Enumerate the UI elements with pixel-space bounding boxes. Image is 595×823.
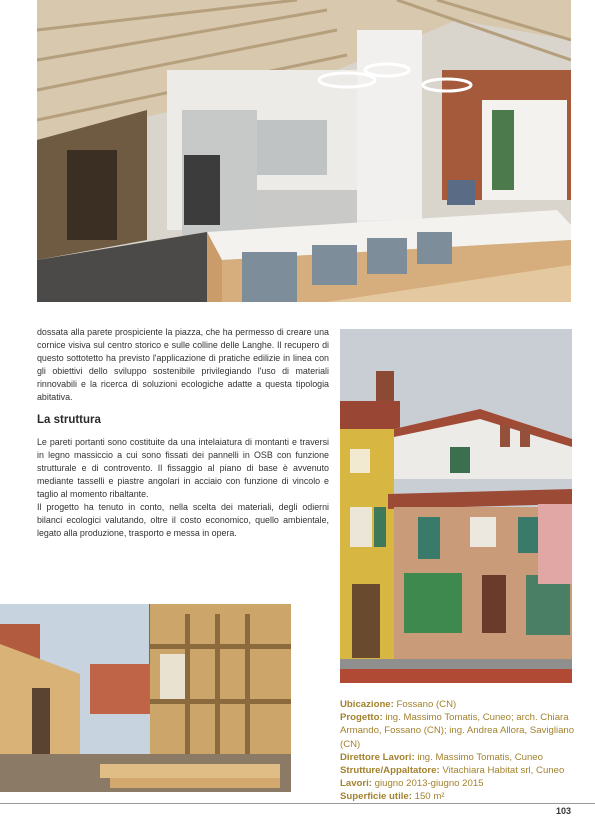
credit-area: Superficie utile: 150 m² — [340, 791, 445, 803]
building-facade-photo — [340, 329, 572, 683]
structure-paragraph-2: Il progetto ha tenuto in conto, nella scelta dei materiali, degli odierni bilanci ecologici valutando, oltre il costo economico, quello ambientale, legato alla produzione, trasporto e messa in opera. — [37, 502, 329, 538]
credit-location: Ubicazione: Fossano (CN) — [340, 699, 457, 710]
credit-site-director: Direttore Lavori: ing. Massimo Tomatis, Cuneo — [340, 751, 543, 763]
section-title: La struttura — [37, 414, 101, 426]
timber-frame-construction-photo — [0, 604, 291, 792]
page-number: 103 — [556, 806, 572, 816]
intro-paragraph-block — [37, 326, 329, 404]
structure-paragraph-1: Le pareti portanti sono costituite da una intelaiatura di montanti e traversi in legno massiccio a cui sono fissati dei pannelli in OSB con funzione strutturale e di controvento. Il fissaggio al piano di base è avvenuto mediante tasselli e piastre angolari in acciaio con funzione di vincolo e taglio al momento ribaltante. — [37, 437, 329, 499]
project-credits — [340, 698, 576, 804]
credit-project: Progetto: ing. Massimo Tomatis, Cuneo; arch. Chiara Armando, Fossano (CN); ing. Andrea Allora, Savigliano (CN) — [340, 712, 575, 750]
credit-works: Lavori: giugno 2013-giugno 2015 — [340, 778, 484, 790]
intro-paragraph: dossata alla parete prospiciente la piazza, che ha permesso di creare una cornice visiva sul centro storico e sulle colline delle Langhe. Il recupero di questo sottotetto ha previsto l'applicazione di pratiche edilizie in linea con gli obiettivi dello sviluppo sostenibile privilegiando l'uso di materiali rinnovabili e la ricerca di soluzioni ecologiche adatte a questa tipologia abitativa. — [37, 327, 329, 402]
footer-divider — [0, 803, 595, 804]
credit-contractor: Strutture/Appaltatore: Vitachiara Habitat srl, Cuneo — [340, 765, 565, 777]
structure-text-block — [37, 436, 329, 540]
interior-kitchen-photo — [37, 0, 571, 302]
